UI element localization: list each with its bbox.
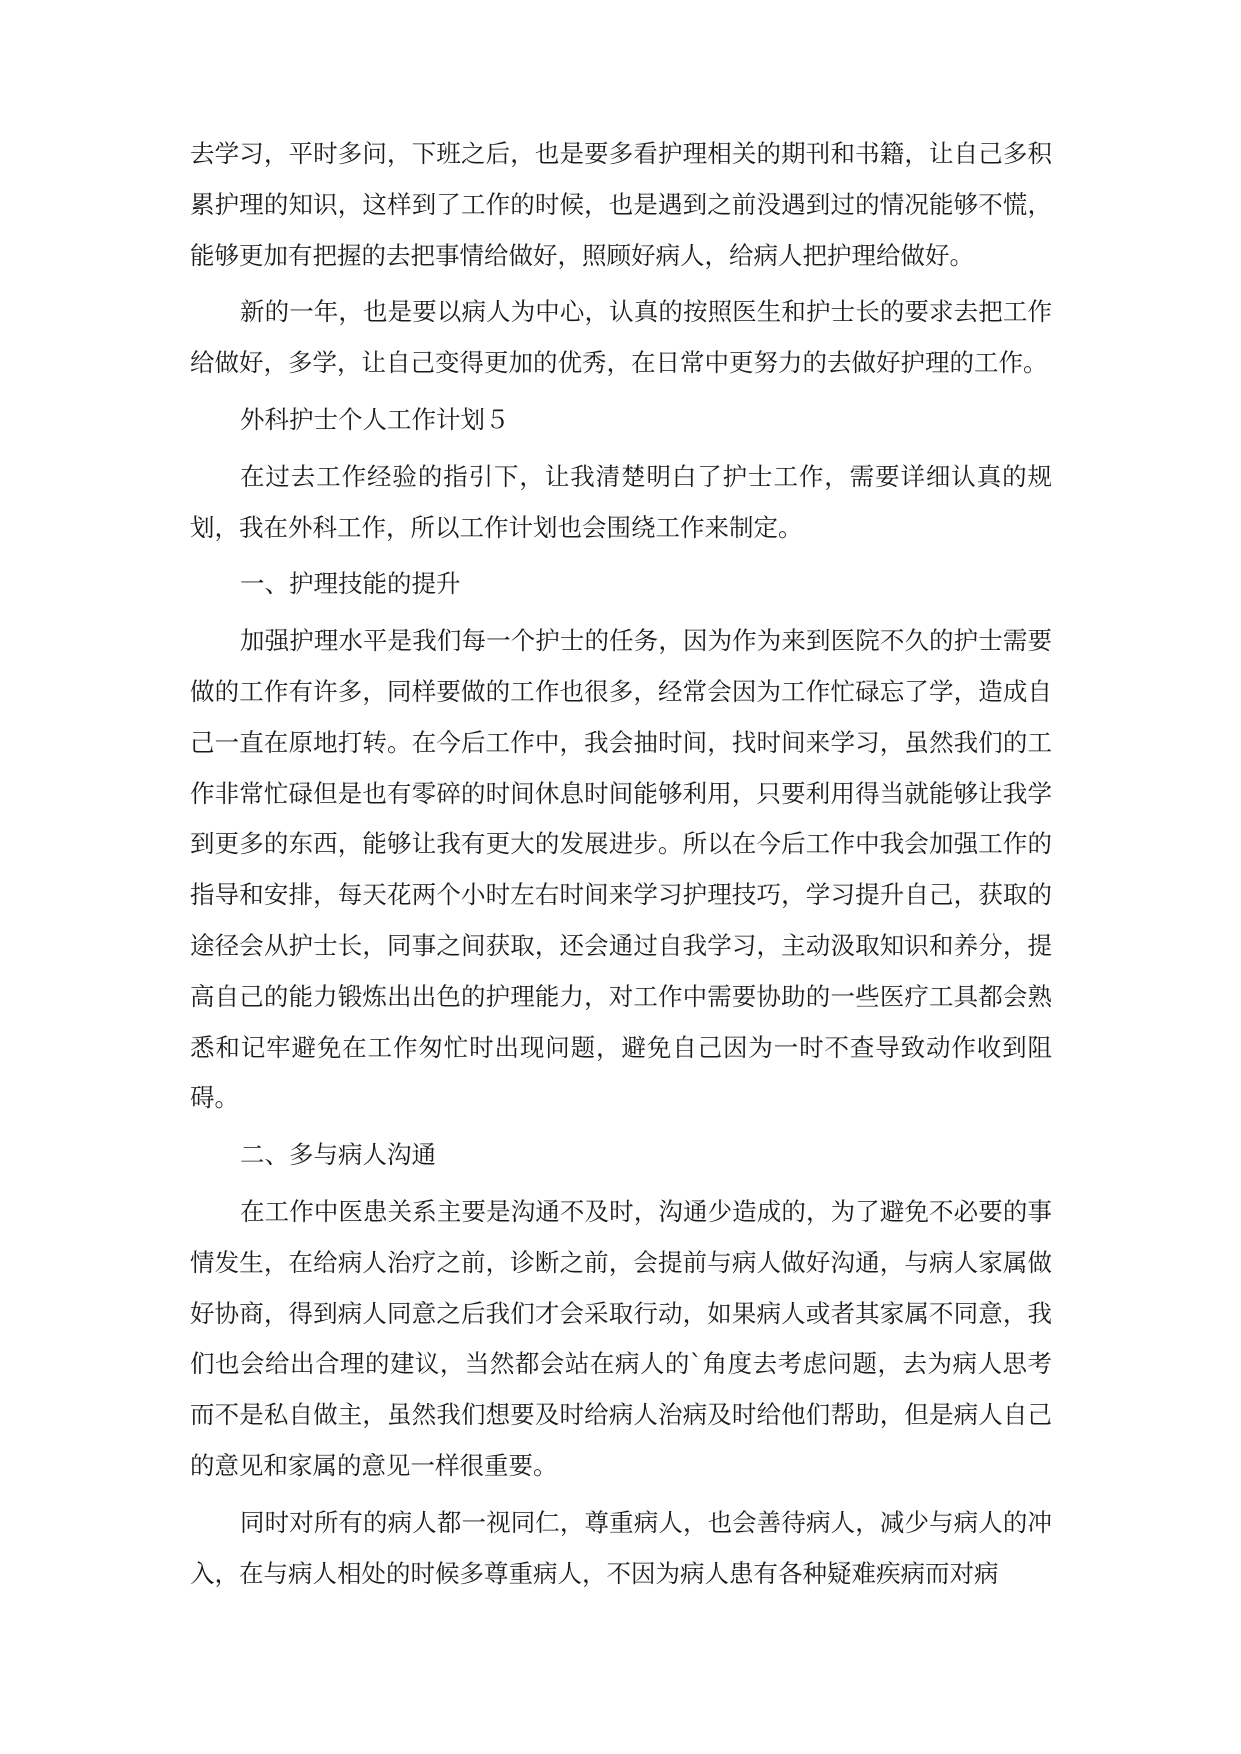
document-page [190, 129, 1052, 1599]
subheading-skills: 一、护理技能的提升 [240, 569, 461, 599]
section-title: 外科护士个人工作计划５ [240, 404, 510, 434]
paragraph-continuation: 去学习，平时多问，下班之后，也是要多看护理相关的期刊和书籍，让自己多积累护理的知识，这样到了工作的时候，也是遇到之前没遇到过的情况能够不慌，能够更加有把握的去把事情给做好，照顾好病人，给病人把护理给做好。 [190, 139, 1052, 270]
paragraph-skills: 加强护理水平是我们每一个护士的任务，因为作为来到医院不久的护士需要做的工作有许多，同样要做的工作也很多，经常会因为工作忙碌忘了学，造成自己一直在原地打转。在今后工作中，我会抽时间，找时间来学习，虽然我们的工作非常忙碌但是也有零碎的时间休息时间能够利用，只要利用得当就能够让我学到更多的东西，能够让我有更大的发展进步。所以在今后工作中我会加强工作的指导和安排，每天花两个小时左右时间来学习护理技巧，学习提升自己，获取的途径会从护士长，同事之间获取，还会通过自我学习，主动汲取知识和养分，提高自己的能力锻炼出出色的护理能力，对工作中需要协助的一些医疗工具都会熟悉和记牢避免在工作匆忙时出现问题，避免自己因为一时不查导致动作收到阻碍。 [190, 626, 1052, 1113]
paragraph-new-year: 新的一年，也是要以病人为中心，认真的按照医生和护士长的要求去把工作给做好，多学，让自己变得更加的优秀，在日常中更努力的去做好护理的工作。 [190, 297, 1052, 378]
paragraph-respect: 同时对所有的病人都一视同仁，尊重病人，也会善待病人，减少与病人的冲入，在与病人相处的时候多尊重病人，不因为病人患有各种疑难疾病而对病 [190, 1507, 1052, 1588]
subheading-communication: 二、多与病人沟通 [240, 1140, 436, 1170]
paragraph-intro: 在过去工作经验的指引下，让我清楚明白了护士工作，需要详细认真的规划，我在外科工作，所以工作计划也会围绕工作来制定。 [190, 461, 1052, 542]
paragraph-communication: 在工作中医患关系主要是沟通不及时，沟通少造成的，为了避免不必要的事情发生，在给病人治疗之前，诊断之前，会提前与病人做好沟通，与病人家属做好协商，得到病人同意之后我们才会采取行动，如果病人或者其家属不同意，我们也会给出合理的建议，当然都会站在病人的`角度去考虑问题，去为病人思考而不是私自做主，虽然我们想要及时给病人治病及时给他们帮助，但是病人自己的意见和家属的意见一样很重要。 [190, 1196, 1052, 1480]
